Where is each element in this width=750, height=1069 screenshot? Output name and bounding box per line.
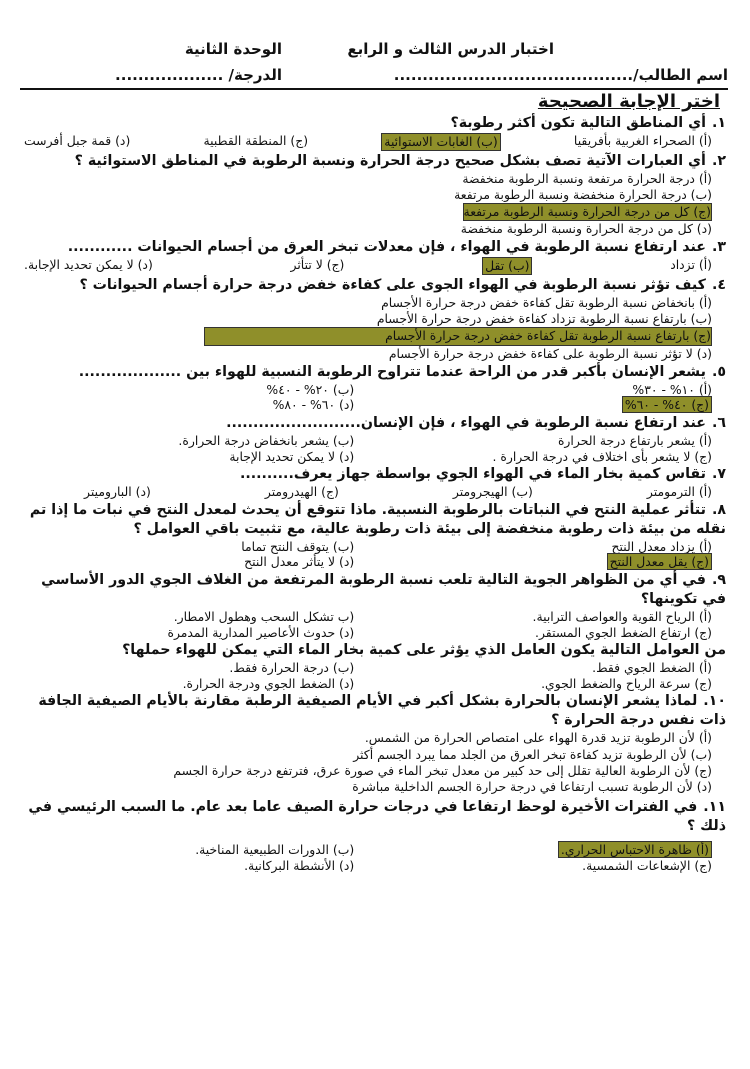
q9b-option-a[interactable]: (أ) الضغط الجوي فقط. xyxy=(592,660,712,676)
q3-option-c[interactable]: (ج) لا تتأثر xyxy=(290,257,345,273)
q7-options xyxy=(24,484,726,500)
q3-option-b[interactable]: (ب) تقل xyxy=(482,257,532,275)
question-1: ١.أي المناطق التالية تكون أكثر رطوبة؟ xyxy=(450,115,726,131)
q4-option-a[interactable]: (أ) بانخفاض نسبة الرطوبة تقل كفاءة خفض درجة حرارة الأجسام xyxy=(381,295,712,310)
q8-option-c[interactable]: (ج) يقل معدل النتح xyxy=(607,553,712,570)
q11-options-row2 xyxy=(24,858,726,874)
q5-option-a[interactable]: (أ) ١٠% - ٣٠% xyxy=(632,381,712,397)
q6-options-row2 xyxy=(24,449,726,465)
grade-label: الدرجة/ ................... xyxy=(115,66,282,84)
q8-options-row1 xyxy=(24,539,726,555)
question-4: ٤.كيف تؤثر نسبة الرطوبة في الهواء الجوى على كفاءة خفض درجة حرارة أجسام الحيوانات ؟ xyxy=(79,277,726,293)
q7-option-a[interactable]: (أ) الترمومتر xyxy=(646,484,712,500)
q6-option-b[interactable]: (ب) يشعر بانخفاض درجة الحرارة. xyxy=(178,433,355,448)
q4-option-d[interactable]: (د) لا تؤثر نسبة الرطوبة على كفاءة خفض درجة حرارة الأجسام xyxy=(388,345,712,361)
q1-option-a[interactable]: (أ) الصحراء الغربية بأفريقيا xyxy=(573,133,712,148)
question-2: ٢.أي العبارات الآتية تصف بشكل صحيح درجة الحرارة ونسبة الرطوبة في المناطق الاستوائية ؟ xyxy=(74,152,726,169)
q5-option-c[interactable]: (ج) ٤٠% - ٦٠% xyxy=(622,396,712,413)
q11-option-c[interactable]: (ج) الإشعاعات الشمسية. xyxy=(582,857,712,873)
q1-option-d[interactable]: (د) قمة جبل أفرست xyxy=(24,133,131,148)
q11-option-b[interactable]: (ب) الدورات الطبيعية المناخية. xyxy=(195,842,355,858)
q9b-option-b[interactable]: (ب) درجة الحرارة فقط. xyxy=(229,660,355,676)
q10-option-b[interactable]: (ب) لأن الرطوبة تزيد كفاءة تبخر العرق من الجلد مما يبرد الجسم أكثر xyxy=(353,746,712,762)
question-11: ١١.في الفترات الأخيرة لوحظ ارتفاعا في درجات حرارة الصيف عاما بعد عام. ما السبب الرئيسي في ذلك ؟ xyxy=(28,799,726,835)
q2-option-d[interactable]: (د) كل من درجة الحرارة ونسبة الرطوبة منخفضة xyxy=(460,221,712,237)
q1-option-c[interactable]: (ج) المنطقة القطبية xyxy=(203,133,309,148)
question-9b: من العوامل التالية يكون العامل الذي يؤثر على كمية بخار الماء التي يمكن للهواء حملها؟ xyxy=(122,642,726,659)
q2-option-b[interactable]: (ب) درجة الحرارة منخفضة ونسبة الرطوبة مرتفعة xyxy=(454,186,712,202)
student-name: اسم الطالب/.......................................... xyxy=(393,66,728,84)
q6-options-row1 xyxy=(24,433,726,449)
unit-label: الوحدة الثانية xyxy=(184,40,282,58)
q11-option-d[interactable]: (د) الأنشطة البركانية. xyxy=(244,857,355,873)
q5-option-b[interactable]: (ب) ٢٠% - ٤٠% xyxy=(266,381,355,397)
q2-option-c[interactable]: (ج) كل من درجة الحرارة ونسبة الرطوبة مرتفعة xyxy=(463,203,712,221)
question-9: ٩.في أي من الظواهر الجوية التالية تلعب نسبة الرطوبة المرتفعة من الغلاف الجوي الدور الأساسي في تكوينها؟ xyxy=(41,571,726,607)
question-7: ٧.تقاس كمية بخار الماء في الهواء الجوي بواسطة جهاز يعرف.......... xyxy=(239,466,726,483)
questions xyxy=(24,92,726,873)
q9-option-b[interactable]: (ب تشكل السحب وهطول الامطار. xyxy=(173,608,355,624)
question-8: ٨.تتأثر عملية النتح في النباتات بالرطوبة النسبية. ماذا تتوقع أن يحدث لمعدل النتح في نبات ما إذا تم نقله من بيئة ذات رطوبة منخفضة إلى بيئة ذات رطوبة عالية، مع تثبيت باقي العوامل ؟ xyxy=(29,501,726,537)
q9-options-row1 xyxy=(24,609,726,625)
q9-option-c[interactable]: (ج) ارتفاع الضغط الجوي المستقر. xyxy=(535,624,712,640)
q1-option-b[interactable]: (ب) الغابات الاستوائية xyxy=(381,133,500,151)
q4-option-c[interactable]: (ج) بارتفاع نسبة الرطوبة تقل كفاءة خفض درجة حرارة الأجسام xyxy=(204,327,712,345)
q7-option-c[interactable]: (ج) الهيدرومتر xyxy=(264,484,339,500)
q10-option-a[interactable]: (أ) لأن الرطوبة تزيد قدرة الهواء على امتصاص الحرارة من الشمس. xyxy=(364,730,712,746)
q9b-options-row1 xyxy=(24,660,726,676)
q3-option-a[interactable]: (أ) تزداد xyxy=(670,257,712,273)
q3-options xyxy=(24,257,726,275)
question-10: ١٠.لماذا يشعر الإنسان بالحرارة بشكل أكبر في الأيام الصيفية الرطبة مقارنة بالأيام الصيفية الجافة ذات نفس درجة الحرارة ؟ xyxy=(38,693,726,729)
header-divider xyxy=(20,88,728,90)
q9b-options-row2 xyxy=(24,676,726,692)
q6-option-c[interactable]: (ج) لا يشعر بأى اختلاف في درجة الحرارة . xyxy=(492,448,712,464)
q5-options-row1 xyxy=(24,382,726,398)
q4-option-b[interactable]: (ب) بارتفاع نسبة الرطوبة تزداد كفاءة خفض درجة حرارة الأجسام xyxy=(376,311,712,327)
q6-option-d[interactable]: (د) لا يمكن تحديد الإجابة xyxy=(229,448,355,464)
question-3: ٣.عند ارتفاع نسبة الرطوبة في الهواء ، فإن معدلات تبخر العرق من أجسام الحيوانات ............ xyxy=(67,239,726,256)
q3-option-d[interactable]: (د) لا يمكن تحديد الإجابة. xyxy=(24,257,153,273)
q10-option-d[interactable]: (د) لأن الرطوبة تسبب ارتفاعا في درجة حرارة الجسم الداخلية مباشرة xyxy=(352,778,712,794)
q9-option-d[interactable]: (د) حدوث الأعاصير المدارية المدمرة xyxy=(167,624,355,640)
q5-option-d[interactable]: (د) ٦٠% - ٨٠% xyxy=(272,397,355,413)
q8-option-b[interactable]: (ب) يتوقف النتح تماما xyxy=(241,538,355,554)
q5-options-row2 xyxy=(24,397,726,413)
question-6: ٦.عند ارتفاع نسبة الرطوبة في الهواء ، فإن الإنسان......................... xyxy=(226,415,726,431)
header xyxy=(0,36,750,96)
q6-option-a[interactable]: (أ) يشعر بارتفاع درجة الحرارة xyxy=(557,433,712,448)
q8-option-d[interactable]: (د) لا يتأثر معدل النتح xyxy=(244,554,355,570)
q7-option-d[interactable]: (د) الباروميتر xyxy=(84,484,151,500)
q7-option-b[interactable]: (ب) الهيجرومتر xyxy=(452,484,533,500)
q1-options xyxy=(24,133,726,151)
question-5: ٥.يشعر الإنسان بأكبر قدر من الراحة عندما تتراوح الرطوبة النسبية للهواء بين ................... xyxy=(78,363,726,380)
q9-option-a[interactable]: (أ) الرياح القوية والعواصف الترابية. xyxy=(532,608,712,624)
q11-options-row1 xyxy=(24,842,726,858)
q9-options-row2 xyxy=(24,625,726,641)
q11-option-a[interactable]: (أ) ظاهرة الاحتباس الحراري. xyxy=(558,841,712,858)
exam-title: اختبار الدرس الثالث و الرابع xyxy=(347,40,554,58)
section-title: اختر الإجابة الصحيحة xyxy=(537,91,720,112)
q2-option-a[interactable]: (أ) درجة الحرارة مرتفعة ونسبة الرطوبة منخفضة xyxy=(462,170,712,186)
q8-option-a[interactable]: (أ) يزداد معدل النتح xyxy=(611,538,712,554)
q9b-option-c[interactable]: (ج) سرعة الرياح والضغط الجوي. xyxy=(541,675,712,691)
q8-options-row2 xyxy=(24,554,726,570)
q10-option-c[interactable]: (ج) لأن الرطوبة العالية تقلل إلى حد كبير من معدل تبخر الماء في صورة عرق، فترتفع درجة حرارة الجسم xyxy=(173,762,712,778)
q9b-option-d[interactable]: (د) الضغط الجوي ودرجة الحرارة. xyxy=(182,675,355,691)
